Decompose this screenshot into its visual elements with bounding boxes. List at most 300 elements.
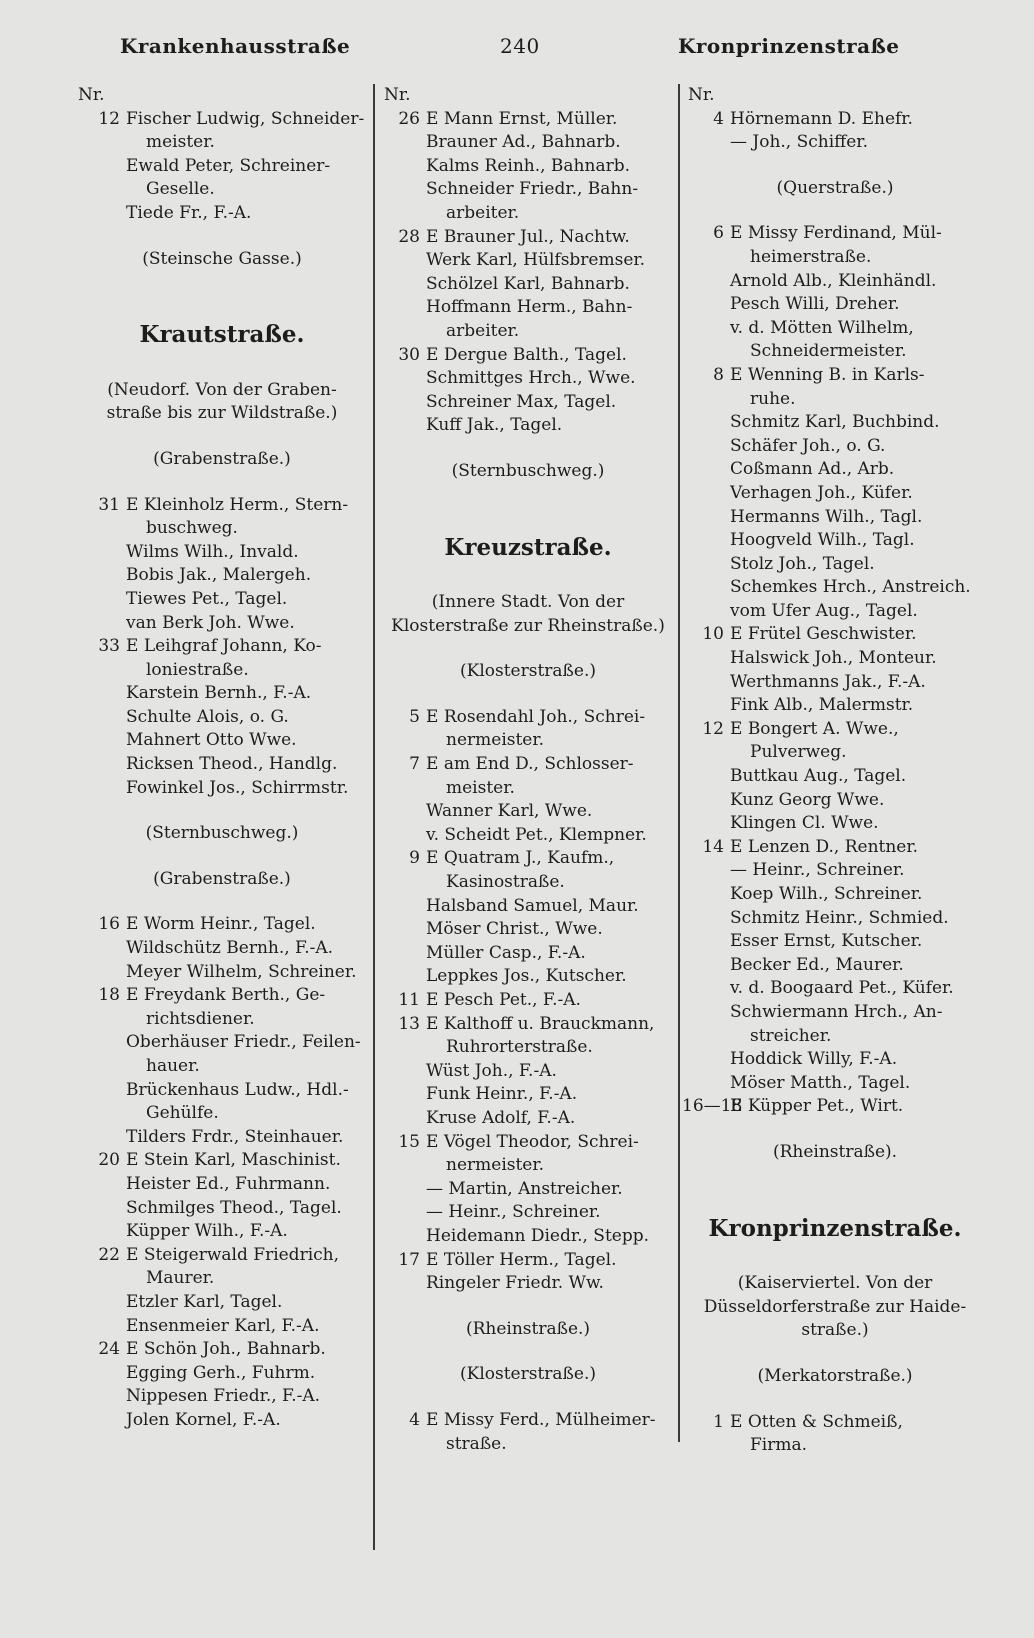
resident-text: Tiewes Pet., Tagel. xyxy=(126,588,288,609)
page-number: 240 xyxy=(500,34,540,58)
house-number xyxy=(72,961,126,985)
house-number xyxy=(72,682,126,706)
resident-entry xyxy=(682,1001,988,1025)
resident-text: v. Scheidt Pet., Klempner. xyxy=(426,824,647,845)
house-number: 31 xyxy=(98,494,120,515)
resident-entry xyxy=(682,600,988,624)
resident-entry xyxy=(378,1225,678,1249)
entry-continuation xyxy=(378,320,678,344)
resident-text: Werk Karl, Hülfsbremser. xyxy=(426,250,646,271)
resident-entry xyxy=(72,1079,372,1103)
house-number xyxy=(682,529,730,553)
house-number xyxy=(682,954,730,978)
resident-text: Brauner Ad., Bahnarb. xyxy=(426,132,621,153)
house-number: 16—18 xyxy=(682,1096,743,1117)
resident-entry xyxy=(378,155,678,179)
resident-text: Hoddick Willy, F.-A. xyxy=(730,1049,898,1070)
spacer xyxy=(378,438,678,460)
resident-text: Buttkau Aug., Tagel. xyxy=(730,766,907,787)
resident-text: Bobis Jak., Malergeh. xyxy=(126,565,312,586)
house-number: 16 xyxy=(98,914,120,935)
resident-text: Verhagen Joh., Küfer. xyxy=(730,482,913,503)
house-number xyxy=(682,977,730,1001)
resident-text: Ruhrorterstraße. xyxy=(446,1037,593,1058)
house-number: 11 xyxy=(398,990,420,1010)
resident-entry xyxy=(72,1031,372,1055)
house-number xyxy=(682,1048,730,1072)
resident-text: Karstein Bernh., F.-A. xyxy=(126,683,312,704)
resident-entry xyxy=(378,989,678,1013)
spacer xyxy=(378,684,678,706)
resident-text: Schmilges Theod., Tagel. xyxy=(126,1197,342,1218)
house-number: 20 xyxy=(98,1150,120,1171)
house-number: 26 xyxy=(398,108,420,129)
resident-entry xyxy=(378,1272,678,1296)
house-number xyxy=(72,612,126,636)
resident-text: streicher. xyxy=(750,1025,832,1046)
resident-text: Heidemann Diedr., Stepp. xyxy=(426,1225,650,1246)
resident-text: Kalms Reinh., Bahnarb. xyxy=(426,155,630,176)
resident-text: E am End D., Schlosser- xyxy=(426,754,634,775)
entry-continuation xyxy=(378,729,678,753)
house-number xyxy=(72,1055,126,1079)
resident-text: Kasinostraße. xyxy=(446,872,565,893)
house-number xyxy=(682,340,730,364)
house-number xyxy=(682,293,730,317)
resident-text: Fowinkel Jos., Schirrmstr. xyxy=(126,777,349,798)
resident-text: Nippesen Friedr., F.-A. xyxy=(126,1386,321,1407)
resident-entry xyxy=(72,1244,372,1268)
resident-entry xyxy=(72,1362,372,1386)
column-divider xyxy=(373,84,375,1550)
house-number xyxy=(72,777,126,801)
street-note: (Rheinstraße). xyxy=(772,1141,898,1162)
house-number xyxy=(72,1291,126,1315)
entry-continuation xyxy=(682,1434,988,1458)
house-number xyxy=(378,131,426,155)
resident-text: Coßmann Ad., Arb. xyxy=(730,459,895,480)
resident-entry xyxy=(682,1048,988,1072)
street-heading: Krautstraße. xyxy=(139,321,305,349)
resident-text: v. d. Boogaard Pet., Küfer. xyxy=(730,978,954,999)
resident-entry xyxy=(378,391,678,415)
house-number: 24 xyxy=(98,1339,120,1360)
house-number: 10 xyxy=(702,624,724,645)
street-note: (Steinsche Gasse.) xyxy=(142,248,302,269)
house-number xyxy=(378,942,426,966)
house-number: 12 xyxy=(702,718,724,739)
resident-text: Küpper Wilh., F.-A. xyxy=(126,1221,288,1242)
house-number xyxy=(72,1267,126,1291)
resident-entry xyxy=(378,226,678,250)
house-number xyxy=(72,753,126,777)
resident-text: E Missy Ferdinand, Mül- xyxy=(730,223,942,244)
house-number xyxy=(378,178,426,202)
entry-continuation xyxy=(72,1102,372,1126)
house-number xyxy=(682,1434,730,1458)
entry-continuation xyxy=(378,777,678,801)
spacer xyxy=(72,800,372,822)
house-number xyxy=(682,765,730,789)
resident-text: v. d. Mötten Wilhelm, xyxy=(730,317,914,338)
resident-entry xyxy=(682,954,988,978)
house-number xyxy=(682,411,730,435)
resident-text: Hörnemann D. Ehefr. xyxy=(730,108,913,129)
street-note: (Klosterstraße.) xyxy=(459,1364,597,1385)
resident-text: E Pesch Pet., F.-A. xyxy=(426,990,581,1010)
house-number: 1 xyxy=(713,1411,724,1432)
street-heading: Kreuzstraße. xyxy=(444,533,612,561)
house-number xyxy=(72,541,126,565)
resident-text: E Lenzen D., Rentner. xyxy=(730,836,919,857)
resident-text: straße. xyxy=(446,1433,507,1454)
resident-entry xyxy=(72,108,372,132)
resident-entry xyxy=(72,1291,372,1315)
resident-text: Etzler Karl, Tagel. xyxy=(126,1291,283,1312)
resident-entry xyxy=(72,1315,372,1339)
resident-entry xyxy=(682,812,988,836)
house-number xyxy=(682,131,730,155)
house-number: 14 xyxy=(702,836,724,857)
house-number xyxy=(378,1036,426,1060)
spacer xyxy=(682,1119,988,1141)
house-number xyxy=(682,576,730,600)
house-number xyxy=(72,1220,126,1244)
resident-text: Becker Ed., Maurer. xyxy=(730,954,904,975)
resident-text: Wildschütz Bernh., F.-A. xyxy=(126,938,334,959)
resident-text: van Berk Joh. Wwe. xyxy=(126,612,295,633)
entry-continuation xyxy=(682,246,988,270)
resident-text: Maurer. xyxy=(146,1268,215,1289)
house-number xyxy=(378,777,426,801)
resident-text: Arnold Alb., Kleinhändl. xyxy=(730,270,937,291)
resident-text: E Steigerwald Friedrich, xyxy=(126,1244,340,1265)
house-number xyxy=(682,789,730,813)
street-note: straße.) xyxy=(801,1320,869,1341)
resident-text: nermeister. xyxy=(446,730,545,751)
street-note: straße bis zur Wildstraße.) xyxy=(106,403,338,424)
resident-text: Meyer Wilhelm, Schreiner. xyxy=(126,961,357,982)
resident-entry xyxy=(682,131,988,155)
resident-entry xyxy=(72,1126,372,1150)
resident-entry xyxy=(378,414,678,438)
resident-entry xyxy=(378,1178,678,1202)
house-number xyxy=(72,1173,126,1197)
resident-text: Schäfer Joh., o. G. xyxy=(730,435,886,456)
resident-text: Möser Matth., Tagel. xyxy=(730,1072,911,1093)
resident-entry xyxy=(378,1409,678,1433)
house-number: 6 xyxy=(713,223,724,244)
resident-text: — Heinr., Schreiner. xyxy=(426,1202,601,1223)
resident-text: Kunz Georg Wwe. xyxy=(730,789,885,810)
house-number xyxy=(378,320,426,344)
spacer xyxy=(72,426,372,448)
house-number xyxy=(682,883,730,907)
spacer xyxy=(72,891,372,913)
resident-text: E Kalthoff u. Brauckmann, xyxy=(426,1013,655,1034)
column-middle xyxy=(378,84,678,1456)
resident-entry xyxy=(682,364,988,388)
house-number xyxy=(72,1409,126,1433)
resident-text: E Wenning B. in Karls- xyxy=(730,364,925,385)
resident-text: E Leihgraf Johann, Ko- xyxy=(126,636,322,657)
resident-entry xyxy=(72,777,372,801)
resident-text: Kruse Adolf, F.-A. xyxy=(426,1107,576,1128)
resident-entry xyxy=(72,202,372,226)
house-number xyxy=(682,694,730,718)
resident-text: E Küpper Pet., Wirt. xyxy=(730,1096,904,1117)
resident-entry xyxy=(682,529,988,553)
resident-text: E Missy Ferd., Mülheimer- xyxy=(426,1409,656,1430)
house-number xyxy=(378,729,426,753)
resident-text: Leppkes Jos., Kutscher. xyxy=(426,966,627,987)
street-heading: Kronprinzenstraße. xyxy=(708,1214,962,1242)
resident-text: arbeiter. xyxy=(446,320,520,341)
resident-text: Schneidermeister. xyxy=(750,341,907,362)
resident-entry xyxy=(682,553,988,577)
resident-entry xyxy=(72,635,372,659)
resident-text: Gehülfe. xyxy=(146,1103,219,1124)
house-number xyxy=(378,1154,426,1178)
house-number xyxy=(682,600,730,624)
resident-text: — Martin, Anstreicher. xyxy=(426,1178,623,1199)
resident-entry xyxy=(682,883,988,907)
entry-continuation xyxy=(72,1055,372,1079)
resident-text: vom Ufer Aug., Tagel. xyxy=(730,600,918,621)
spacer xyxy=(72,472,372,494)
house-number xyxy=(682,458,730,482)
resident-text: E Brauner Jul., Nachtw. xyxy=(426,226,630,247)
resident-text: Schreiner Max, Tagel. xyxy=(426,391,617,412)
resident-entry xyxy=(378,1249,678,1273)
resident-entry xyxy=(682,411,988,435)
house-number-column-label: Nr. xyxy=(384,85,411,105)
house-number: 4 xyxy=(713,108,724,129)
resident-text: ruhe. xyxy=(750,388,796,409)
resident-text: Pulverweg. xyxy=(750,742,847,763)
resident-text: Schölzel Karl, Bahnarb. xyxy=(426,273,630,294)
spacer xyxy=(378,569,678,591)
resident-text: Egging Gerh., Fuhrm. xyxy=(126,1362,316,1383)
resident-text: E Töller Herm., Tagel. xyxy=(426,1249,617,1270)
resident-entry xyxy=(72,961,372,985)
resident-entry xyxy=(378,249,678,273)
resident-text: Fink Alb., Malermstr. xyxy=(730,695,914,716)
resident-entry xyxy=(682,789,988,813)
entry-continuation xyxy=(72,517,372,541)
resident-entry xyxy=(682,482,988,506)
house-number: 4 xyxy=(409,1409,420,1430)
spacer xyxy=(72,357,372,379)
resident-entry xyxy=(378,918,678,942)
resident-entry xyxy=(378,1060,678,1084)
resident-entry xyxy=(682,977,988,1001)
resident-text: — Joh., Schiffer. xyxy=(730,132,868,153)
resident-text: E Worm Heinr., Tagel. xyxy=(126,914,316,935)
house-number xyxy=(378,895,426,919)
house-number-column-label: Nr. xyxy=(78,85,105,105)
resident-entry xyxy=(378,1013,678,1037)
house-number xyxy=(378,824,426,848)
spacer xyxy=(682,1250,988,1272)
resident-entry xyxy=(682,435,988,459)
resident-entry xyxy=(378,965,678,989)
resident-entry xyxy=(682,671,988,695)
resident-text: heimerstraße. xyxy=(750,246,872,267)
house-number xyxy=(378,1107,426,1131)
resident-text: E Otten & Schmeiß, xyxy=(730,1411,903,1432)
resident-entry xyxy=(682,458,988,482)
house-number xyxy=(72,155,126,179)
resident-text: Hoffmann Herm., Bahn- xyxy=(426,297,633,318)
street-note: (Rheinstraße.) xyxy=(465,1318,591,1339)
house-number: 30 xyxy=(398,344,420,365)
resident-text: Werthmanns Jak., F.-A. xyxy=(730,671,926,692)
resident-text: Oberhäuser Friedr., Feilen- xyxy=(126,1032,361,1053)
street-note: (Innere Stadt. Von der xyxy=(431,592,625,613)
column-left xyxy=(72,84,372,1433)
house-number xyxy=(682,1072,730,1096)
spacer xyxy=(378,638,678,660)
house-number xyxy=(378,1201,426,1225)
resident-text: Müller Casp., F.-A. xyxy=(426,942,586,963)
street-note: (Grabenstraße.) xyxy=(153,448,291,469)
house-number: 15 xyxy=(398,1131,420,1152)
resident-entry xyxy=(682,270,988,294)
house-number: 12 xyxy=(98,108,120,129)
resident-entry xyxy=(378,706,678,730)
resident-entry xyxy=(72,588,372,612)
resident-text: Koep Wilh., Schreiner. xyxy=(730,884,923,904)
house-number xyxy=(378,391,426,415)
house-number xyxy=(682,317,730,341)
entry-continuation xyxy=(682,1025,988,1049)
resident-entry xyxy=(378,895,678,919)
house-number xyxy=(72,659,126,683)
resident-text: E Stein Karl, Maschinist. xyxy=(126,1150,341,1171)
resident-text: Schulte Alois, o. G. xyxy=(126,706,289,727)
street-note: (Klosterstraße.) xyxy=(459,661,597,682)
resident-text: nermeister. xyxy=(446,1155,545,1176)
house-number xyxy=(72,588,126,612)
running-header-left: Krankenhausstraße xyxy=(120,34,351,58)
house-number xyxy=(378,965,426,989)
resident-text: Tiede Fr., F.-A. xyxy=(126,202,252,223)
resident-text: Ensenmeier Karl, F.-A. xyxy=(126,1315,320,1336)
house-number xyxy=(72,937,126,961)
spacer xyxy=(378,1296,678,1318)
resident-entry xyxy=(378,296,678,320)
resident-entry xyxy=(378,1131,678,1155)
street-note: (Querstraße.) xyxy=(776,177,894,198)
house-number xyxy=(378,202,426,226)
resident-text: E Mann Ernst, Müller. xyxy=(426,108,618,129)
street-note: (Kaiserviertel. Von der xyxy=(737,1273,933,1294)
house-number xyxy=(378,155,426,179)
entry-continuation xyxy=(72,659,372,683)
resident-text: Pesch Willi, Dreher. xyxy=(730,294,900,315)
house-number xyxy=(72,706,126,730)
resident-text: Hermanns Wilh., Tagl. xyxy=(730,506,923,527)
house-number xyxy=(378,1178,426,1202)
resident-text: Brückenhaus Ludw., Hdl.- xyxy=(126,1079,349,1100)
resident-entry xyxy=(72,729,372,753)
resident-text: E Dergue Balth., Tagel. xyxy=(426,344,627,365)
street-note: (Neudorf. Von der Graben- xyxy=(107,379,337,400)
resident-text: arbeiter. xyxy=(446,202,520,223)
house-number xyxy=(72,178,126,202)
resident-text: Hoogveld Wilh., Tagl. xyxy=(730,530,915,551)
resident-entry xyxy=(378,273,678,297)
resident-text: loniestraße. xyxy=(146,659,249,680)
house-number xyxy=(378,1433,426,1457)
resident-entry xyxy=(378,942,678,966)
entry-continuation xyxy=(378,1433,678,1457)
spacer xyxy=(72,271,372,313)
house-number xyxy=(378,367,426,391)
resident-text: Kuff Jak., Tagel. xyxy=(426,415,563,436)
resident-entry xyxy=(378,367,678,391)
column-right xyxy=(682,84,988,1458)
resident-text: Firma. xyxy=(750,1435,808,1456)
resident-entry xyxy=(72,937,372,961)
street-note: (Sternbuschweg.) xyxy=(451,460,605,481)
house-number xyxy=(682,246,730,270)
house-number: 33 xyxy=(98,636,120,657)
entry-continuation xyxy=(682,340,988,364)
resident-entry xyxy=(378,1083,678,1107)
resident-text: Klingen Cl. Wwe. xyxy=(730,813,879,834)
house-number: 28 xyxy=(398,226,420,247)
entry-continuation xyxy=(378,1154,678,1178)
column-divider xyxy=(678,84,680,1442)
resident-text: E Quatram J., Kaufm., xyxy=(426,848,615,869)
resident-entry xyxy=(72,913,372,937)
house-number xyxy=(72,1079,126,1103)
entry-continuation xyxy=(378,1036,678,1060)
resident-entry xyxy=(72,155,372,179)
resident-text: hauer. xyxy=(146,1056,200,1076)
resident-text: Funk Heinr., F.-A. xyxy=(426,1084,578,1105)
resident-text: meister. xyxy=(146,132,215,153)
resident-text: Schwiermann Hrch., An- xyxy=(730,1001,943,1022)
resident-entry xyxy=(378,753,678,777)
resident-text: Schmitz Heinr., Schmied. xyxy=(730,907,949,928)
resident-entry xyxy=(682,1095,988,1119)
resident-entry xyxy=(72,984,372,1008)
house-number xyxy=(72,1385,126,1409)
house-number xyxy=(72,1315,126,1339)
resident-text: E Kleinholz Herm., Stern- xyxy=(126,494,349,515)
house-number xyxy=(378,249,426,273)
house-number xyxy=(72,1362,126,1386)
resident-text: Heister Ed., Fuhrmann. xyxy=(126,1173,331,1194)
house-number xyxy=(682,506,730,530)
house-number xyxy=(378,918,426,942)
resident-entry xyxy=(682,222,988,246)
street-note: Düsseldorferstraße zur Haide- xyxy=(703,1296,967,1317)
house-number xyxy=(72,729,126,753)
spacer xyxy=(72,226,372,248)
house-number xyxy=(378,414,426,438)
resident-entry xyxy=(682,506,988,530)
spacer xyxy=(378,1387,678,1409)
house-number: 13 xyxy=(398,1013,420,1034)
house-number xyxy=(72,202,126,226)
resident-text: Wilms Wilh., Invald. xyxy=(126,541,299,562)
resident-text: Möser Christ., Wwe. xyxy=(426,919,603,940)
resident-text: Mahnert Otto Wwe. xyxy=(126,730,297,751)
